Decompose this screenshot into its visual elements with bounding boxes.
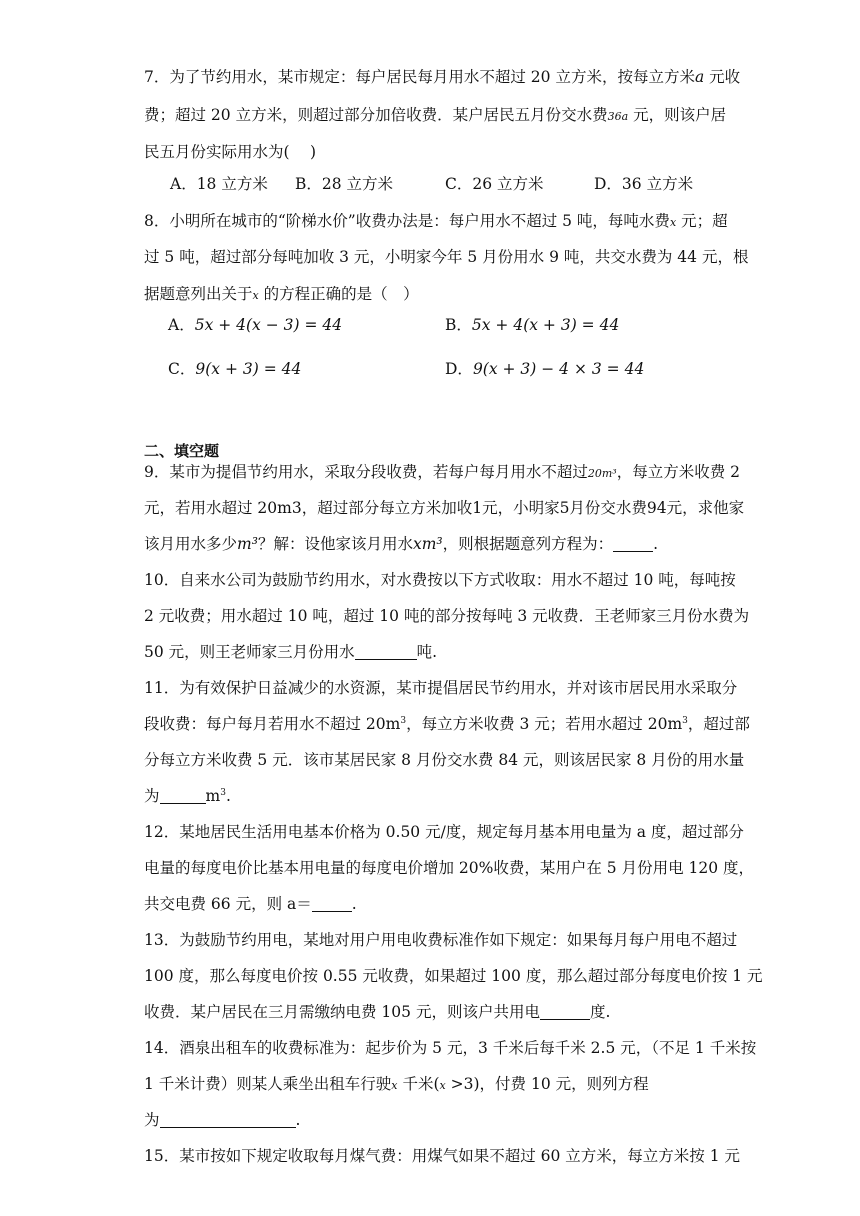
q10-answer-blank[interactable] [355, 643, 417, 660]
q8-option-c: C．9(x + 3) = 44 [168, 360, 302, 378]
q9-line-2: 元，若用水超过 20m3，超过部分每立方米加收1元，小明家5月份交水费94元，求他家 [144, 499, 745, 517]
q10-line-1: 10．自来水公司为鼓励节约用水，对水费按以下方式收取：用水不超过 10 吨，每吨按 [144, 571, 736, 589]
q11-line-1: 11．为有效保护日益减少的水资源，某市提倡居民节约用水，并对该市居民用水采取分 [144, 679, 738, 697]
q13-line-1: 13．为鼓励节约用电，某地对用户用电收费标准作如下规定：如果每月每户用电不超过 [144, 931, 738, 949]
q8-line-3: 据题意列出关于x 的方程正确的是（ ） [144, 285, 419, 303]
q11-line-2: 段收费：每户每月若用水不超过 $20m^3$，每立方米收费 3 元；若用水超过 $20m^3$，超过部 [144, 715, 750, 733]
q9-line-3: 该月用水多少m³？解：设他家该月用水xm³，则根据题意列方程为： . [144, 535, 659, 553]
q12-line-1: 12．某地居民生活用电基本价格为 0.50 元/度，规定每月基本用电量为 a 度，超过部分 [144, 823, 744, 841]
q9-line-1: 9．某市为提倡节约用水，采取分段收费，若每户每月用水不超过20m³，每立方米收费 2 [144, 463, 741, 481]
q8-option-b: B．5x + 4(x + 3) = 44 [445, 316, 620, 334]
q7-option-c: C．26 立方米 [445, 175, 544, 193]
q9-answer-blank[interactable] [613, 535, 653, 552]
q14-line-2: 1 千米计费）则某人乘坐出租车行驶x 千米(x >3)，付费 10 元，则列方程 [144, 1075, 649, 1093]
q10-line-2: 2 元收费；用水超过 10 吨，超过 10 吨的部分按每吨 3 元收费．王老师家三月份水费为 [144, 607, 750, 625]
q7-option-a: A．18 立方米 [170, 175, 268, 193]
q13-line-2: 100 度，那么每度电价按 0.55 元收费，如果超过 100 度，那么超过部分每度电价按 1 元 [144, 967, 763, 985]
q10-line-3: 50 元，则王老师家三月份用水 吨. [144, 643, 438, 661]
q8-line-2: 过 5 吨，超过部分每吨加收 3 元，小明家今年 5 月份用水 9 吨，共交水费为 44 元，根 [144, 248, 749, 266]
q14-line-3: 为 . [144, 1111, 301, 1129]
q7-line-3: 民五月份实际用水为( ) [144, 143, 317, 161]
q13-answer-blank[interactable] [540, 1003, 590, 1020]
q14-answer-blank[interactable] [160, 1111, 296, 1128]
q14-line-1: 14．酒泉出租车的收费标准为：起步价为 5 元，3 千米后每千米 2.5 元，（不足 1 千米按 [144, 1039, 757, 1057]
q12-line-3: 共交电费 66 元，则 a＝ . [144, 895, 357, 913]
q11-answer-blank[interactable] [160, 787, 206, 804]
q8-option-d: D．9(x + 3) − 4 × 3 = 44 [445, 360, 645, 378]
q7-option-b: B．28 立方米 [295, 175, 394, 193]
q8-option-a: A．5x + 4(x − 3) = 44 [168, 316, 343, 334]
q7-line-1: 7．为了节约用水，某市规定：每户居民每月用水不超过 20 立方米，按每立方米a 元收 [144, 68, 741, 86]
q12-answer-blank[interactable] [312, 895, 352, 912]
section-heading: 二、填空题 [144, 442, 220, 460]
q11-line-3: 分每立方米收费 5 元．该市某居民家 8 月份交水费 84 元，则该居民家 8 月份的用水量 [144, 751, 745, 769]
q7-line-2: 费；超过 20 立方米，则超过部分加倍收费．某户居民五月份交水费36a 元，则该户居 [144, 106, 727, 124]
q8-line-1: 8．小明所在城市的“阶梯水价”收费办法是：每户用水不超过 5 吨，每吨水费x 元；超 [144, 212, 728, 230]
q7-option-d: D．36 立方米 [594, 175, 694, 193]
q12-line-2: 电量的每度电价比基本用电量的每度电价增加 20%收费，某用户在 5 月份用电 120 度， [144, 859, 755, 877]
q13-line-3: 收费．某户居民在三月需缴纳电费 105 元，则该户共用电 度. [144, 1003, 611, 1021]
q15-line-1: 15．某市按如下规定收取每月煤气费：用煤气如果不超过 60 立方米，每立方米按 1 元 [144, 1147, 741, 1165]
q11-line-4: 为 $m^3$. [144, 787, 231, 805]
